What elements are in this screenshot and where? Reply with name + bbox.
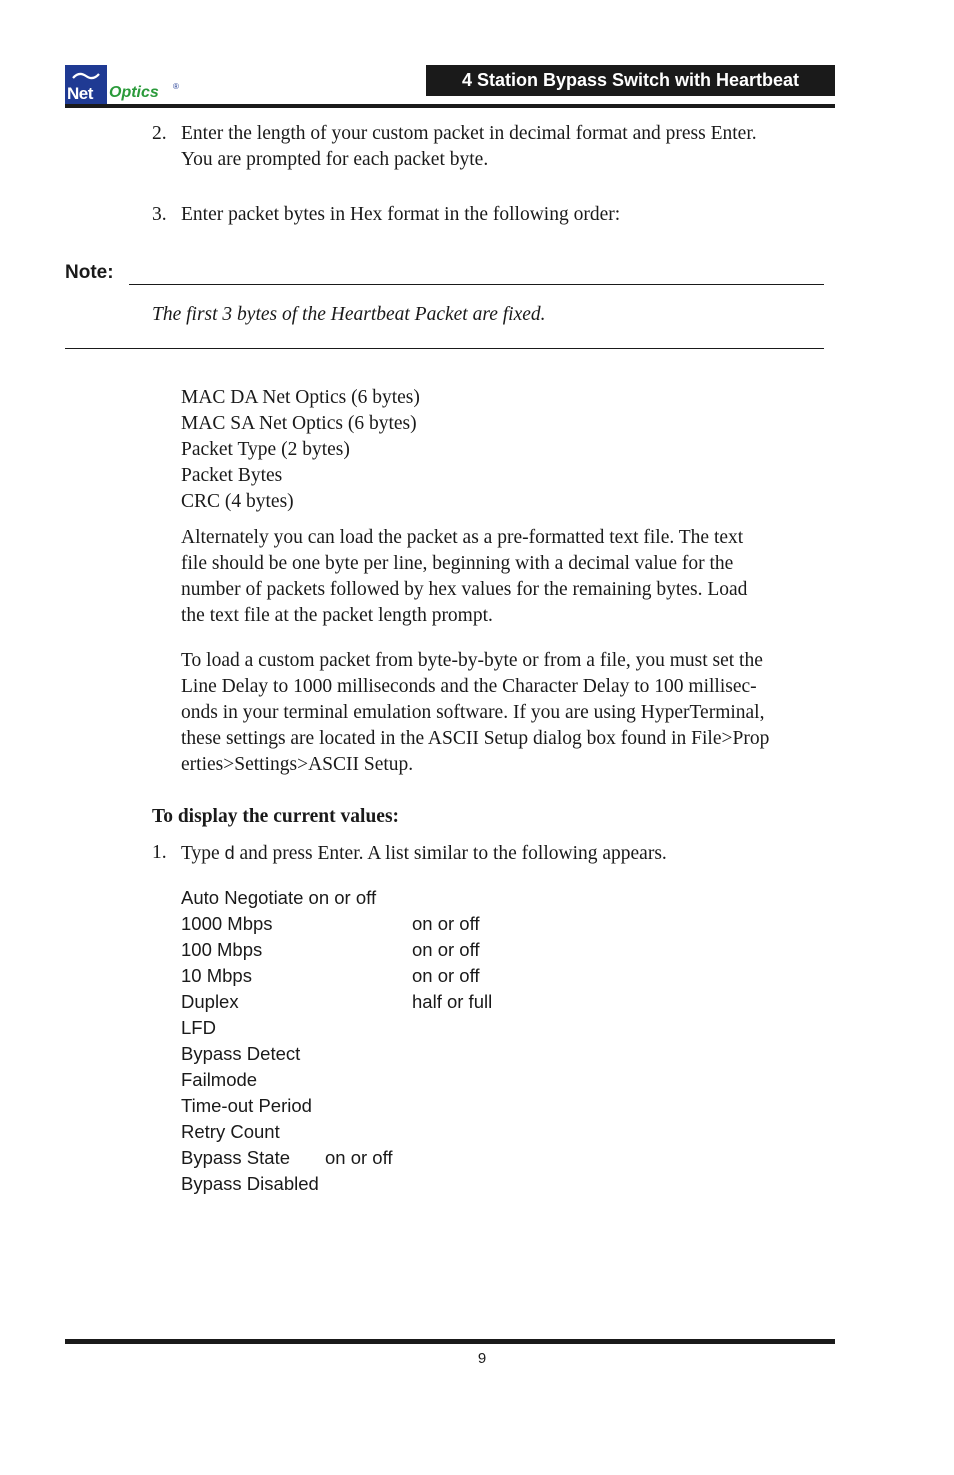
packet-field: CRC (4 bytes) [181, 491, 294, 512]
note-label: Note: [65, 262, 114, 283]
value-name: Bypass Detect [181, 1043, 301, 1064]
value-name: Retry Count [181, 1121, 280, 1142]
page-number: 9 [477, 1350, 487, 1367]
paragraph-line: erties>Settings>ASCII Setup. [181, 754, 414, 775]
paragraph-line: To load a custom packet from byte-by-byte or from a file, you must set the [181, 650, 763, 671]
paragraph-line: Line Delay to 1000 milliseconds and the Character Delay to 100 millisec- [181, 676, 757, 697]
section-heading: To display the current values: [152, 806, 400, 827]
command-text: d [224, 843, 235, 863]
step-text-suffix: and press Enter. A list similar to the following appears. [234, 843, 667, 864]
paragraph-line: file should be one byte per line, beginning with a decimal value for the [181, 553, 734, 574]
paragraph-line: onds in your terminal emulation software. If you are using HyperTerminal, [181, 702, 765, 723]
paragraph-line: the text file at the packet length prompt. [181, 605, 493, 626]
footer-rule [65, 1339, 835, 1344]
values-row [181, 937, 262, 963]
step-number: 3. [152, 204, 167, 225]
value-name: Bypass State [181, 1147, 291, 1168]
logo-net-text: Net [67, 84, 93, 103]
step-text-line: Enter the length of your custom packet in decimal format and press Enter. [181, 123, 757, 144]
value-setting: on or off [412, 939, 480, 960]
step-text-line [181, 840, 667, 867]
step-text-prefix: Type [181, 843, 225, 864]
values-row [181, 963, 252, 989]
value-setting: on or off [325, 1147, 393, 1168]
note-text: The first 3 bytes of the Heartbeat Packet are fixed. [152, 304, 546, 325]
value-setting: on or off [308, 887, 377, 908]
value-name: 10 Mbps [181, 965, 252, 986]
header-rule [65, 104, 835, 108]
paragraph-line: Alternately you can load the packet as a pre-formatted text file. The text [181, 527, 744, 548]
step-number: 2. [152, 123, 167, 144]
values-row [181, 989, 239, 1015]
value-setting: half or full [412, 991, 493, 1012]
values-row [181, 885, 376, 911]
value-setting: on or off [412, 913, 480, 934]
paragraph-line: these settings are located in the ASCII Setup dialog box found in File>Prop [181, 728, 770, 749]
net-optics-logo [65, 65, 185, 105]
packet-field: Packet Bytes [181, 465, 283, 486]
step-text-line: You are prompted for each packet byte. [181, 149, 489, 170]
value-name: Duplex [181, 991, 239, 1012]
value-name: Bypass Disabled [181, 1173, 319, 1194]
value-setting: on or off [412, 965, 480, 986]
logo-optics-text: Optics [109, 84, 159, 101]
values-row [181, 911, 273, 937]
logo-wave-icon [72, 70, 100, 82]
value-name: 1000 Mbps [181, 913, 273, 934]
document-title-bar: 4 Station Bypass Switch with Heartbeat [426, 65, 835, 96]
step-text-line: Enter packet bytes in Hex format in the following order: [181, 204, 621, 225]
packet-field: MAC SA Net Optics (6 bytes) [181, 413, 417, 434]
value-name: Failmode [181, 1069, 258, 1090]
logo-registered-mark: ® [173, 82, 179, 91]
value-name: Auto Negotiate [181, 887, 304, 908]
note-rule-top [129, 284, 824, 285]
value-name: 100 Mbps [181, 939, 263, 960]
packet-field: MAC DA Net Optics (6 bytes) [181, 387, 420, 408]
logo-mark [65, 65, 107, 104]
packet-field: Packet Type (2 bytes) [181, 439, 350, 460]
note-rule-bottom [65, 348, 824, 349]
value-name: LFD [181, 1017, 216, 1038]
value-name: Time-out Period [181, 1095, 312, 1116]
paragraph-line: number of packets followed by hex values for the remaining bytes. Load [181, 579, 748, 600]
step-number: 1. [152, 842, 167, 863]
